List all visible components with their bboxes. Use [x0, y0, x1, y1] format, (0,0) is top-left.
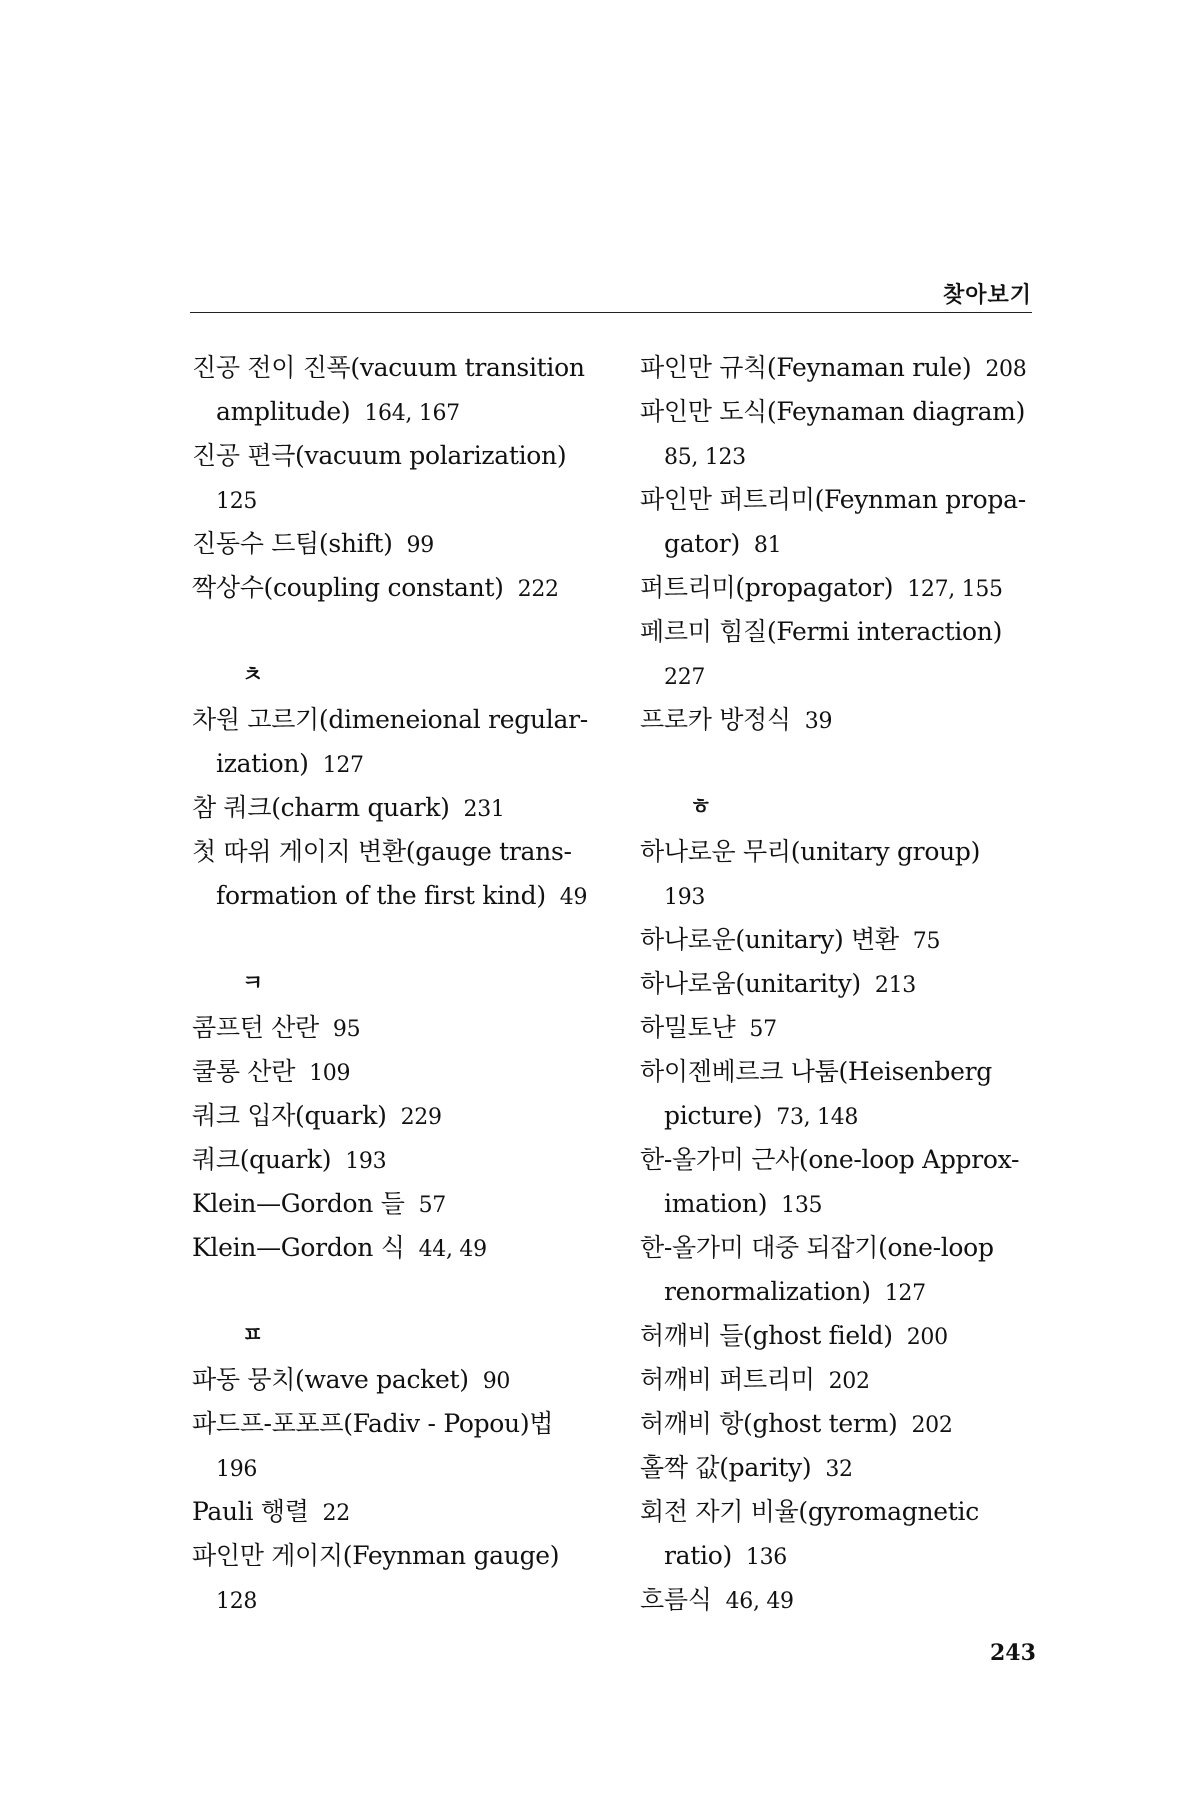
page-number: 243: [990, 1640, 1036, 1666]
entry-term: 하밀토냔: [640, 1013, 736, 1042]
index-column-left: [192, 346, 612, 1622]
entry-term: 허깨비 들(ghost field): [640, 1321, 893, 1350]
index-entry: [192, 1006, 612, 1050]
entry-page-refs: 200: [906, 1325, 948, 1350]
entry-term: Pauli 행렬: [192, 1497, 309, 1526]
entry-term: formation of the first kind): [216, 881, 546, 910]
entry-term: 파인만 게이지(Feynman gauge): [192, 1541, 560, 1570]
index-entry: [640, 478, 1060, 522]
index-entry: [192, 1358, 612, 1402]
index-entry-continuation: [192, 874, 612, 918]
entry-term: 파인만 도식(Feynaman diagram): [640, 397, 1026, 426]
entry-term: gator): [664, 529, 740, 558]
entry-page-refs: 135: [781, 1193, 823, 1218]
index-entry: [192, 434, 612, 478]
entry-page-refs: 75: [912, 929, 941, 954]
entry-term: 콤프턴 산란: [192, 1013, 319, 1042]
index-entry: [640, 698, 1060, 742]
entry-page-refs: 46, 49: [725, 1589, 794, 1614]
entry-page-refs: 99: [406, 533, 434, 558]
index-entry: [192, 1534, 612, 1578]
section-gap: [192, 1270, 612, 1314]
entry-page-refs: 128: [216, 1589, 258, 1614]
index-entry: [192, 786, 612, 830]
entry-page-refs: 229: [400, 1105, 442, 1130]
index-entry-continuation: [640, 1182, 1060, 1226]
index-entry: [192, 1490, 612, 1534]
index-entry: [192, 1226, 612, 1270]
entry-page-refs: 125: [216, 489, 258, 514]
entry-term: 하나로운(unitary) 변환: [640, 925, 899, 954]
index-entry: [640, 1578, 1060, 1622]
entry-page-refs: 22: [322, 1501, 350, 1526]
entry-term: 회전 자기 비율(gyromagnetic: [640, 1497, 979, 1526]
entry-term: 한-올가미 근사(one-loop Approx-: [640, 1145, 1020, 1174]
index-entry: [640, 1490, 1060, 1534]
entry-page-refs: 49: [559, 885, 588, 910]
index-entry: [640, 1138, 1060, 1182]
index-entry-continuation: [640, 654, 1060, 698]
entry-term: 하나로운 무리(unitary group): [640, 837, 981, 866]
index-entry: [192, 1094, 612, 1138]
index-entry: [640, 918, 1060, 962]
entry-page-refs: 202: [828, 1369, 870, 1394]
index-entry: [640, 1446, 1060, 1490]
section-letter: ㅋ: [242, 971, 264, 996]
entry-page-refs: 73, 148: [776, 1105, 859, 1130]
index-entry: [192, 566, 612, 610]
entry-term: 차원 고르기(dimeneional regular-: [192, 705, 588, 734]
index-entry: [640, 346, 1060, 390]
entry-page-refs: 208: [985, 357, 1027, 382]
entry-term: 하나로움(unitarity): [640, 969, 861, 998]
entry-page-refs: 127: [884, 1281, 926, 1306]
entry-term: 흐름식: [640, 1585, 712, 1614]
index-entry-continuation: [192, 1446, 612, 1490]
entry-term: 허깨비 항(ghost term): [640, 1409, 898, 1438]
section-letter: ㅊ: [242, 663, 264, 688]
section-gap: [192, 610, 612, 654]
entry-page-refs: 32: [825, 1457, 853, 1482]
entry-term: 홀짝 값(parity): [640, 1453, 812, 1482]
entry-page-refs: 90: [482, 1369, 511, 1394]
entry-page-refs: 227: [664, 665, 706, 690]
index-entry: [640, 1402, 1060, 1446]
index-entry: [192, 346, 612, 390]
index-entry-continuation: [640, 1270, 1060, 1314]
entry-page-refs: 193: [345, 1149, 387, 1174]
index-entry: [640, 390, 1060, 434]
entry-term: 파인만 규칙(Feynaman rule): [640, 353, 972, 382]
index-entry: [192, 698, 612, 742]
entry-term: 파동 뭉치(wave packet): [192, 1365, 469, 1394]
entry-term: 쿨롱 산란: [192, 1057, 296, 1086]
index-entry: [192, 1402, 612, 1446]
entry-term: 짝상수(coupling constant): [192, 573, 504, 602]
entry-term: Klein—Gordon 식: [192, 1233, 405, 1262]
entry-page-refs: 136: [745, 1545, 787, 1570]
section-letter: ㅎ: [690, 795, 712, 820]
entry-term: 한-올가미 대중 되잡기(one-loop: [640, 1233, 994, 1262]
entry-term: 파인만 퍼트리미(Feynman propa-: [640, 485, 1026, 514]
index-entry-continuation: [640, 1094, 1060, 1138]
section-gap: [192, 918, 612, 962]
entry-term: ization): [216, 749, 309, 778]
index-entry-continuation: [192, 742, 612, 786]
index-entry: [640, 1314, 1060, 1358]
entry-page-refs: 222: [517, 577, 559, 602]
index-entry-continuation: [192, 390, 612, 434]
entry-term: amplitude): [216, 397, 351, 426]
running-head: 찾아보기: [942, 283, 1032, 308]
index-entry-continuation: [640, 1534, 1060, 1578]
entry-page-refs: 193: [664, 885, 706, 910]
section-gap: [640, 742, 1060, 786]
index-entry-continuation: [640, 522, 1060, 566]
entry-term: 첫 따위 게이지 변환(gauge trans-: [192, 837, 572, 866]
entry-term: 파드프-포포프(Fadiv - Popou)법: [192, 1409, 554, 1438]
entry-page-refs: 95: [332, 1017, 361, 1042]
index-entry-continuation: [192, 478, 612, 522]
index-entry: [192, 830, 612, 874]
entry-term: picture): [664, 1101, 763, 1130]
entry-term: 쿼크(quark): [192, 1145, 332, 1174]
entry-page-refs: 57: [749, 1017, 777, 1042]
index-entry: [640, 610, 1060, 654]
entry-term: renormalization): [664, 1277, 871, 1306]
index-entry: [640, 1006, 1060, 1050]
index-column-right: [640, 346, 1060, 1622]
index-entry-continuation: [640, 874, 1060, 918]
entry-page-refs: 196: [216, 1457, 258, 1482]
index-entry: [640, 962, 1060, 1006]
header-rule: [190, 312, 1032, 313]
section-letter: ㅍ: [242, 1323, 264, 1348]
index-entry: [640, 1358, 1060, 1402]
index-entry-continuation: [192, 1578, 612, 1622]
index-entry: [192, 522, 612, 566]
entry-term: 하이젠베르크 나툼(Heisenberg: [640, 1057, 992, 1086]
entry-term: 참 쿼크(charm quark): [192, 793, 450, 822]
entry-term: 프로카 방정식: [640, 705, 791, 734]
entry-page-refs: 127: [322, 753, 364, 778]
entry-term: imation): [664, 1189, 768, 1218]
entry-term: 진동수 드팀(shift): [192, 529, 393, 558]
entry-term: 페르미 힘질(Fermi interaction): [640, 617, 1003, 646]
entry-page-refs: 213: [874, 973, 916, 998]
index-entry: [640, 830, 1060, 874]
index-entry: [192, 1182, 612, 1226]
entry-term: 쿼크 입자(quark): [192, 1101, 387, 1130]
entry-page-refs: 164, 167: [364, 401, 460, 426]
index-entry: [640, 566, 1060, 610]
index-entry: [640, 1050, 1060, 1094]
entry-term: ratio): [664, 1541, 732, 1570]
entry-page-refs: 127, 155: [907, 577, 1003, 602]
entry-page-refs: 44, 49: [418, 1237, 487, 1262]
index-entry: [192, 1138, 612, 1182]
entry-term: 퍼트리미(propagator): [640, 573, 894, 602]
index-entry: [640, 1226, 1060, 1270]
entry-page-refs: 85, 123: [664, 445, 746, 470]
entry-term: 허깨비 퍼트리미: [640, 1365, 815, 1394]
entry-page-refs: 109: [309, 1061, 351, 1086]
entry-page-refs: 57: [418, 1193, 446, 1218]
entry-page-refs: 231: [463, 797, 505, 822]
index-entry-continuation: [640, 434, 1060, 478]
entry-page-refs: 39: [804, 709, 833, 734]
entry-term: Klein—Gordon 들: [192, 1189, 405, 1218]
entry-term: 진공 전이 진폭(vacuum transition: [192, 353, 585, 382]
entry-term: 진공 편극(vacuum polarization): [192, 441, 567, 470]
index-entry: [192, 1050, 612, 1094]
entry-page-refs: 202: [911, 1413, 953, 1438]
entry-page-refs: 81: [753, 533, 782, 558]
